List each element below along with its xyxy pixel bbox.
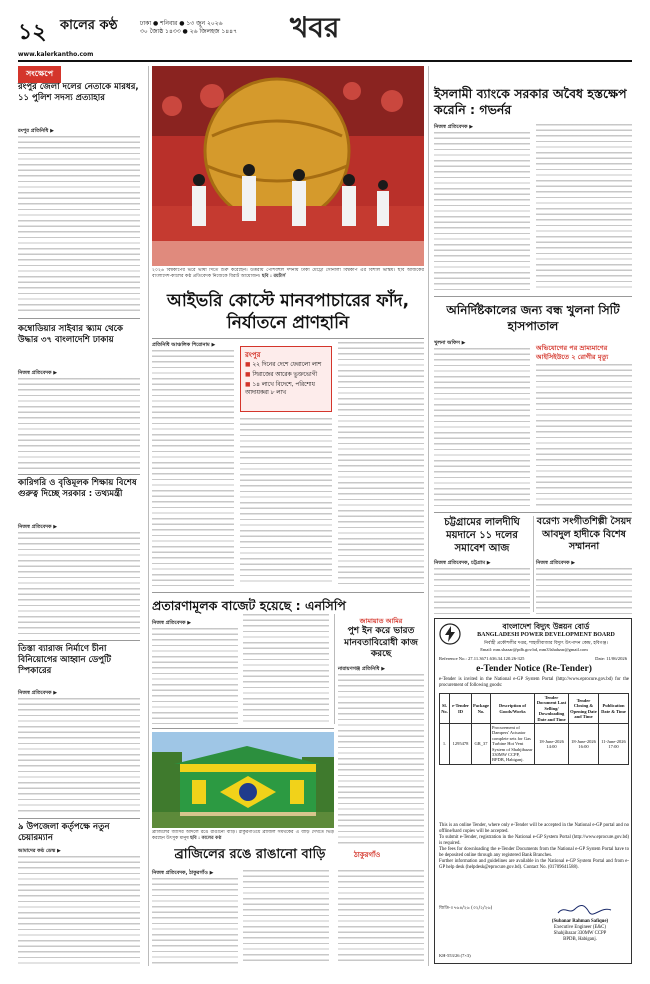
bullet-icon: ■ <box>245 362 251 368</box>
divider <box>152 592 424 593</box>
masthead-rule <box>18 60 632 62</box>
tender-note: Further information and guidelines are available in the National e-GP System Portal and from e-GP help desk (helpdesk@eprocure.gov.bd). Contact No. (01709641588). <box>439 859 629 870</box>
story1-body <box>18 136 140 312</box>
tender-notice <box>434 618 632 964</box>
budget-body-col1 <box>152 628 238 724</box>
masthead <box>0 0 650 64</box>
signature-image <box>555 903 615 917</box>
story2-headline[interactable]: কম্বোডিয়ার সাইবার স্ক্যাম থেকে উদ্ধার ৩৭ বাংলাদেশি ঢাকায় <box>18 324 124 345</box>
photo2-caption <box>152 830 334 842</box>
story5-byline: আমাদের কণ্ঠ ডেস্ক ▶ <box>18 848 61 854</box>
budget-body-col2 <box>243 614 329 724</box>
khulna-subhead: অভিযোগের পর ভ্রাম্যমাণের আইসিইউতে ২ রোগীর মৃত্যু <box>536 344 609 361</box>
story1-byline: রংপুর প্রতিনিধি ▶ <box>18 128 54 134</box>
table-header-cell: Tender Document Last Selling/ Downloading Date and Time <box>535 694 569 724</box>
story4-body <box>18 698 140 814</box>
ivory-coast-headline[interactable]: আইভরি কোস্টে মানবপাচারের ফাঁদ, নির্যাতনে প্রাণহানি <box>166 291 410 333</box>
worldcup-photo <box>152 66 424 266</box>
story2-byline: নিজস্ব প্রতিবেদক ▶ <box>18 370 58 376</box>
story3-byline: নিজস্ব প্রতিবেদক ▶ <box>18 524 58 530</box>
tender-title: e-Tender Notice (Re-Tender) <box>476 664 592 674</box>
column-rule <box>533 516 534 612</box>
islami-bank-body-col2 <box>536 124 632 292</box>
photo1-caption-text: ২০২৬ বিশ্বকাপের ভরে ভাষা দিতে শুরু করেছেন। উত্তরীয় পেশিবহুল দর্শনীয় ঢাকা মেট্রো সোনালী বিশ্বকাপ এর বিশাল ভাস্কর্য। ছবি আজকের বাংলাদেশ-কালের কণ্ঠ প্রতিবেদক নিজেকে বিরাট আয়োজন। <box>152 268 424 279</box>
ivory-coast-box-title: রংপুর <box>245 351 261 359</box>
divider <box>434 512 632 513</box>
website-url[interactable]: www.kalerkantho.com <box>18 51 94 58</box>
tender-office-bn: নির্বাহী প্রকৌশলীর দপ্তর, শাহজীবাজার বিদ্যুৎ উৎপাদন কেন্দ্র, হবিগঞ্জ। <box>484 641 608 646</box>
brazil-body-col2 <box>243 870 329 964</box>
ivory-coast-body-col1 <box>152 350 234 586</box>
tender-date: Date: 11/06/2026 <box>595 656 627 661</box>
tender-intro: e-Tender is invited in the National e-GP System Portal (http://www.eprocure.gov.bd) for the procurement of following goods: <box>439 677 629 688</box>
table-header-cell: Publication Date & Time <box>599 694 629 724</box>
tender-code: জিডি-০৭৬৪/২৬ (৩২/২/২৬) <box>439 906 493 911</box>
divider <box>18 818 140 819</box>
table-header-cell: Description of Goods/Works <box>491 694 535 724</box>
khulna-headline[interactable]: অনির্দিষ্টকালের জন্য বন্ধ খুলনা সিটি হাসপাতাল <box>446 303 620 333</box>
story1-headline[interactable]: রংপুর জেলা দলের নেতাকে মারধর, ১১ পুলিশ সদস্য প্রত্যাহার <box>18 82 139 103</box>
tender-note: To submit e-Tender, registration in the National e-GP System Portal (http://www.eprocure.gov.bd) is required. <box>439 835 629 846</box>
signer-title: Executive Engineer (E&C) <box>554 925 606 930</box>
divider <box>18 640 140 641</box>
tender-org-en: BANGLADESH POWER DEVELOPMENT BOARD <box>477 632 615 638</box>
table-cell: GR_37 <box>472 724 491 765</box>
paper-logo: কালের কণ্ঠ <box>60 18 118 33</box>
ivory-coast-box <box>240 346 332 412</box>
tender-reference: Reference No.: 27.11.3671.636.34.120.26-325 <box>439 656 525 661</box>
story3-body <box>18 532 140 636</box>
tender-email[interactable]: Email: mm.shazar@pdb.gov.bd, mm33shahzar@gmail.com <box>480 647 588 652</box>
table-row <box>440 724 629 765</box>
divider <box>152 338 424 339</box>
brazil-house-graphic <box>152 732 334 828</box>
story5-headline[interactable]: ৯ উপজেলা কর্তৃপক্ষে নতুন চেয়ারম্যান <box>18 822 110 843</box>
signer-name: (Subanar Rahman Safique) <box>551 919 609 924</box>
story5-body <box>18 856 140 966</box>
column-rule <box>334 614 335 724</box>
table-cell: 1295478 <box>450 724 472 765</box>
divider <box>152 728 334 729</box>
bullet-icon: ■ <box>245 382 251 388</box>
brazil-body-col1 <box>152 878 238 964</box>
jamaat-headline[interactable]: পুশ ইন করে ভারত মানবতাবিরোধী কাজ করছে <box>344 626 418 659</box>
chattogram-headline[interactable]: চট্টগ্রামের লালদীঘি ময়দানে ১১ দলের সমাবেশ আজ <box>444 517 520 554</box>
bullet-icon: ■ <box>245 372 251 378</box>
column-rule <box>428 66 429 966</box>
ivory-coast-box-item <box>245 361 331 369</box>
photo2-credit: ছবি : কালের কণ্ঠ <box>190 835 222 841</box>
khulna-byline: খুলনা অফিস ▶ <box>434 340 466 346</box>
table-cell: Procurement of Dampers' Actuator complete sets for Gas Turbine Hot Vent System of Shahjibazar 330MW CCPP, BPDB, Habiganj. <box>492 725 533 763</box>
baul-headline[interactable]: বরেণ্য সংগীতশিল্পী সৈয়দ আবদুল হাদীকে বিশেষ সম্মাননা <box>536 516 632 552</box>
tender-note: This is an online Tender, where only e-Tender will be accepted in the National e-GP portal and no offline/hard copies will be accepted. <box>439 823 629 834</box>
brazil-byline: নিজস্ব প্রতিবেদক, ঠাকুরগাঁও ▶ <box>152 870 214 876</box>
divider <box>18 474 140 475</box>
divider <box>18 318 140 319</box>
date-line-2: ৩০ জ্যৈষ্ঠ ১৪৩৩ ● ২৬ জিলহজ ১৪৪৭ <box>140 28 237 35</box>
photo1-caption <box>152 268 424 286</box>
photo2-caption-text: ব্রাজিলের জার্সির আদলে রঙে রাঙানো বাড়ি। ঠাকুরগাঁওয়ে ব্রাজিল সমর্থকের এ বাড়ি দেখতে ভিড় করছেন উৎসুক মানুষ <box>152 830 334 841</box>
story2-body <box>18 378 140 470</box>
box-item-text: ১৪ লাখে বিদেশে, পরিশোধ আদায়করা ৮ লাখ <box>245 382 315 396</box>
brazil-location-label: ঠাকুরগাঁও <box>354 851 381 859</box>
tender-kh-code: KH-553/26 (7×3) <box>439 953 471 958</box>
tender-notes <box>439 823 629 871</box>
brazil-body-col3 <box>338 870 424 964</box>
story3-headline[interactable]: কারিগরি ও বৃত্তিমূলক শিক্ষায় বিশেষ গুরুত্ব দিচ্ছে সরকার : তথ্যমন্ত্রী <box>18 478 137 499</box>
tender-org-bn: বাংলাদেশ বিদ্যুৎ উন্নয়ন বোর্ড <box>502 622 590 631</box>
bpdb-logo-icon <box>439 623 461 645</box>
column-rule <box>148 66 149 966</box>
shongkhep-column <box>18 66 148 966</box>
jamaat-kicker: জামায়াত আমির <box>359 617 403 625</box>
brazil-house-photo <box>152 732 334 828</box>
tender-table <box>439 693 629 765</box>
tender-signer <box>531 919 629 943</box>
baul-body <box>536 568 632 614</box>
photo1-credit: ছবি : রয়টার্স <box>261 274 286 279</box>
tender-table-header <box>440 694 629 724</box>
box-item-text: সিরাজের আরেক ভুক্তভোগী <box>252 372 318 378</box>
table-cell: 18-June-2026 16:00 <box>569 724 599 765</box>
islami-bank-byline: নিজস্ব প্রতিবেদক ▶ <box>434 124 474 130</box>
divider <box>434 296 632 297</box>
ivory-coast-body-col2 <box>240 418 332 586</box>
table-cell: 1. <box>440 724 450 765</box>
islami-bank-body-col1 <box>434 132 530 292</box>
ivory-coast-body-col3 <box>338 342 424 586</box>
signer-org: BPDB, Habiganj. <box>563 937 597 942</box>
baul-byline: নিজস্ব প্রতিবেদক ▶ <box>536 560 576 566</box>
worldcup-photo-graphic <box>152 66 424 266</box>
date-line: ঢাকা ● শনিবার ● ১৩ জুন ২০২৬ <box>140 20 223 27</box>
islami-bank-headline[interactable]: ইসলামী ব্যাংকে সরকার অবৈধ হস্তক্ষেপ করেনি : গভর্নর <box>434 86 627 117</box>
khulna-body-col2 <box>536 364 632 508</box>
ivory-coast-box-item <box>245 371 331 379</box>
budget-headline[interactable]: প্রতারণামূলক বাজেট হয়েছে : এনসিপি <box>152 598 346 613</box>
table-header-cell: Package No. <box>472 694 491 724</box>
signer-office: Shahjibazar 330MW CCPP <box>553 931 607 936</box>
page-number: ১২ <box>18 20 47 45</box>
box-item-text: ২২ দিনের দেশে ফেরালো লাশ <box>252 362 322 368</box>
ivory-coast-box-item <box>245 381 331 397</box>
table-header-cell: e-Tender ID <box>450 694 472 724</box>
table-cell: 11-June-2026 17:00 <box>599 724 629 765</box>
brazil-headline[interactable]: ব্রাজিলের রঙে রাঙানো বাড়ি <box>174 847 326 862</box>
ivory-coast-byline: প্রতিনিধি আঞ্চলিক শিরোনাম ▶ <box>152 342 216 348</box>
table-header-cell: Tender Closing & Opening Date and Time <box>569 694 599 724</box>
tender-note: The fees for downloading the e-Tender Documents from the National e-GP System Portal have to be deposited online through any registered Bank Branches. <box>439 847 629 858</box>
section-title: খবর <box>290 11 340 44</box>
jamaat-body <box>338 674 424 844</box>
chattogram-body-col1 <box>434 568 530 614</box>
story4-headline[interactable]: তিস্তা ব্যারাজ নির্মাণে চীনা বিনিয়োগের আহ্বান ডেপুটি স্পিকারের <box>18 644 112 676</box>
jamaat-byline: নারায়ণগঞ্জ প্রতিনিধি ▶ <box>338 666 386 672</box>
khulna-body-col1 <box>434 348 530 508</box>
shongkhep-label: সংক্ষেপে <box>18 66 61 83</box>
table-cell: 18-June-2026 14:00 <box>535 724 569 765</box>
story4-byline: নিজস্ব প্রতিবেদক ▶ <box>18 690 58 696</box>
chattogram-byline: নিজস্ব প্রতিবেদক, চট্টগ্রাম ▶ <box>434 560 491 566</box>
table-header-cell: Sl. No. <box>440 694 450 724</box>
budget-byline: নিজস্ব প্রতিবেদক ▶ <box>152 620 192 626</box>
